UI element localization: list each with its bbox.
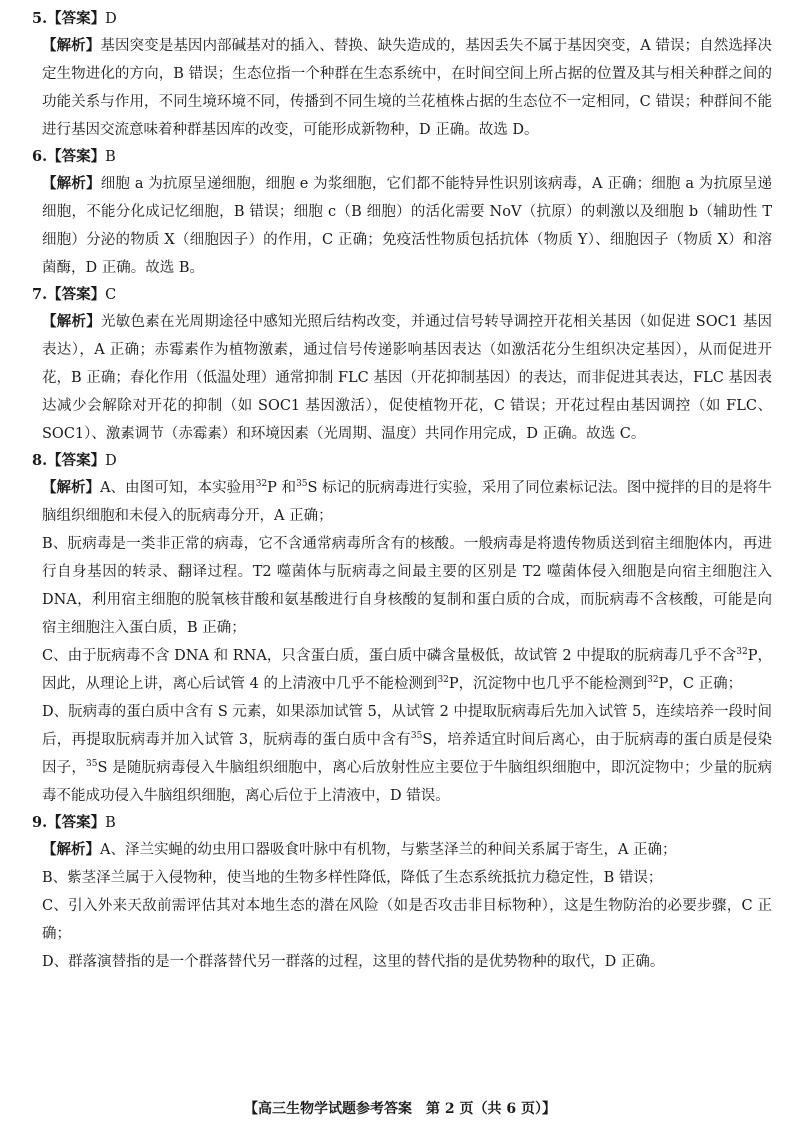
analysis-option-c: C、引入外来天敌前需评估其对本地生态的潜在风险（如是否攻击非目标物种），这是生物防治的必要步骤，C 正确；	[42, 898, 772, 942]
question-number: 5.	[32, 10, 48, 27]
analysis-tag: 【解析】	[42, 37, 101, 54]
text-segment: P，沉淀物中也几乎不能检测到	[448, 676, 648, 692]
text-segment: P，C 正确；	[658, 676, 743, 692]
analysis-text: 细胞 a 为抗原呈递细胞，细胞 e 为浆细胞，它们都不能特异性识别该病毒，A 正确；细胞 a 为抗原呈递细胞，不能分化成记忆细胞，B 错误；细胞 c（B 细胞）的活化需要 NoV（抗原）的刺激以及细胞 b（辅助性 T 细胞）分泌的物质 X（细胞因子）的作用，C 正确；免疫活性物质包括抗体（物质 Y）、细胞因子（物质 X）和溶菌酶，D 正确。故选 B。	[42, 176, 772, 276]
answer-value: B	[105, 149, 116, 165]
question-number: 6.	[32, 148, 48, 165]
question-9	[32, 810, 772, 976]
analysis-paragraph	[32, 32, 772, 144]
isotope-mass-number: 32	[736, 647, 748, 657]
isotope-mass-number: 32	[255, 479, 268, 489]
text-segment: A、泽兰实蝇的幼虫用口器吸食叶脉中有机物，与紫茎泽兰的种间关系属于寄生，A 正确；	[100, 842, 677, 858]
text-segment: S 是随朊病毒侵入牛脑组织细胞中，离心后放射性应主要位于牛脑组织细胞中，即沉淀物中；少量的朊病毒不能成功侵入牛脑组织细胞，离心后位于上清液中，D 错误。	[42, 760, 772, 804]
isotope-mass-number: 35	[410, 731, 423, 741]
answer-tag: 【答案】	[47, 148, 106, 165]
answer-tag: 【答案】	[47, 814, 106, 831]
answer-tag: 【答案】	[47, 10, 106, 27]
question-number: 8.	[32, 452, 48, 469]
analysis-tag: 【解析】	[42, 313, 101, 330]
isotope-mass-number: 35	[296, 479, 308, 489]
text-segment: C、由于朊病毒不含 DNA 和 RNA，只含蛋白质，蛋白质中磷含量极低，故试管 2 中提取的朊病毒几乎不含	[42, 648, 737, 664]
answer-line	[32, 6, 772, 32]
analysis-paragraph	[32, 308, 772, 448]
analysis-option-b: B、朊病毒是一类非正常的病毒，它不含通常病毒所含有的核酸。一般病毒是将遗传物质送到宿主细胞体内，再进行自身基因的转录、翻译过程。T2 噬菌体与朊病毒之间最主要的区别是 T2 噬菌体侵入细胞是向宿主细胞注入 DNA，利用宿主细胞的脱氧核苷酸和氨基酸进行自身核酸的复制和蛋白质的合成，而朊病毒不含核酸，可能是向宿主细胞注入蛋白质，B 正确；	[42, 536, 772, 636]
analysis-text: 基因突变是基因内部碱基对的插入、替换、缺失造成的，基因丢失不属于基因突变，A 错误；自然选择决定生物进化的方向，B 错误；生态位指一个种群在生态系统中，在时间空间上所占据的位置及其与相关种群之间的功能关系与作用，不同生境环境不同，传播到不同生境的兰花植株占据的生态位不一定相同，C 错误；种群间不能进行基因交流意味着种群基因库的改变，可能形成新物种，D 正确。故选 D。	[42, 38, 773, 138]
analysis-option-d	[32, 698, 772, 810]
answer-line	[32, 282, 772, 308]
answer-page	[32, 6, 772, 976]
answer-tag: 【答案】	[47, 286, 106, 303]
isotope-mass-number: 32	[647, 675, 659, 685]
analysis-tag: 【解析】	[42, 479, 101, 496]
text-segment: S，培养适宜时间后离心，由于朊病毒的蛋白质是侵染因子，	[42, 732, 772, 776]
analysis-option-a	[32, 836, 772, 864]
answer-value: D	[105, 453, 117, 469]
question-number: 9.	[32, 814, 48, 831]
analysis-option-b: B、紫茎泽兰属于入侵物种，使当地的生物多样性降低，降低了生态系统抵抗力稳定性，B 错误；	[42, 870, 663, 886]
answer-line	[32, 448, 772, 474]
analysis-tag: 【解析】	[42, 841, 100, 858]
analysis-option-c	[32, 642, 772, 698]
question-5	[32, 6, 772, 144]
answer-value: D	[105, 11, 117, 27]
isotope-mass-number: 35	[86, 759, 98, 769]
text-segment: P 和	[267, 480, 297, 496]
answer-value: C	[105, 287, 117, 303]
text-segment: A、由图可知，本实验用	[100, 480, 256, 496]
analysis-option-d: D、群落演替指的是一个群落替代另一群落的过程，这里的替代指的是优势物种的取代，D 正确。	[42, 954, 665, 970]
page-footer: 【高三生物学试题参考答案 第 2 页（共 6 页）】	[244, 1101, 556, 1117]
answer-line	[32, 144, 772, 170]
text-segment: P，因此，从理论上讲，离心后试管 4 的上清液中几乎不能检测到	[42, 648, 772, 692]
answer-line	[32, 810, 772, 836]
analysis-paragraph	[32, 170, 772, 282]
text-segment: S 标记的朊病毒进行实验，采用了同位素标记法。图中搅拌的目的是将牛脑组织细胞和未侵入的朊病毒分开，A 正确；	[42, 480, 772, 524]
answer-tag: 【答案】	[47, 452, 106, 469]
text-segment: D、朊病毒的蛋白质中含有 S 元素，如果添加试管 5，从试管 2 中提取朊病毒后先加入试管 5，连续培养一段时间后，再提取朊病毒并加入试管 3，朊病毒的蛋白质中含有	[42, 704, 772, 748]
analysis-option-a	[32, 474, 772, 530]
isotope-mass-number: 32	[437, 675, 449, 685]
answer-value: B	[105, 815, 116, 831]
question-8	[32, 448, 772, 810]
analysis-tag: 【解析】	[42, 175, 101, 192]
question-number: 7.	[32, 286, 48, 303]
question-6	[32, 144, 772, 282]
analysis-text: 光敏色素在光周期途径中感知光照后结构改变，并通过信号转导调控开花相关基因（如促进 SOC1 基因表达），A 正确；赤霉素作为植物激素，通过信号传递影响基因表达（如激活花分生组织决定基因），从而促进开花，B 正确；春化作用（低温处理）通常抑制 FLC 基因（开花抑制基因）的表达，而非促进其表达，FLC 基因表达减少会解除对开花的抑制（如 SOC1 基因激活），促使植物开花，C 错误；开花过程由基因调控（如 FLC、SOC1）、激素调节（赤霉素）和环境因素（光周期、温度）共同作用完成，D 正确。故选 C。	[42, 314, 773, 442]
question-7	[32, 282, 772, 448]
